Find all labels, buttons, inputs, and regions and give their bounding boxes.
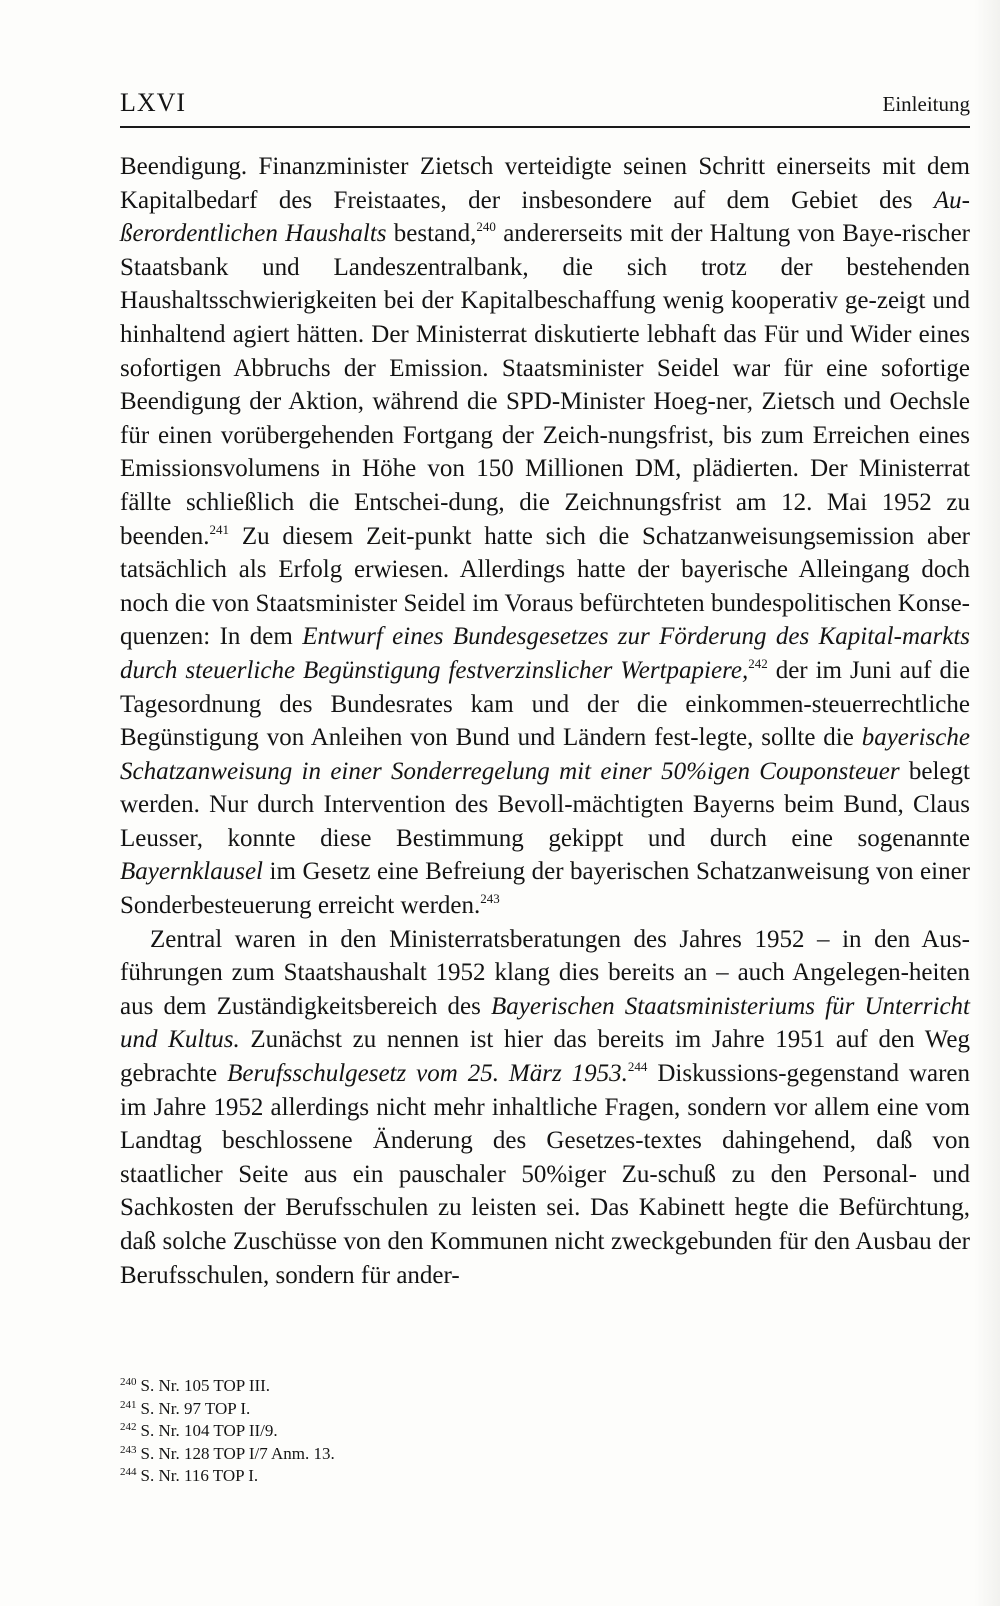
footnote-ref-243[interactable]: 243 <box>480 891 500 907</box>
text-run: bestand, <box>386 220 477 248</box>
page-number: LXVI <box>120 88 187 117</box>
footnotes <box>120 1375 970 1488</box>
footnote-number: 240 <box>120 1376 137 1388</box>
footnote-ref-244[interactable]: 244 <box>627 1059 648 1075</box>
footnote-number: 242 <box>120 1421 137 1433</box>
body-text <box>120 150 970 1292</box>
text-run: andererseits mit der Haltung von Baye-rischer Staatsbank und Landeszentralbank, die sich trotz der bestehenden Haushaltsschwierigkeiten bei der Kapitalbeschaffung wenig kooperativ ge-zeigt und hinhaltend agiert hätten. Der Ministerrat diskutierte lebhaft das Für und Wider eines sofortigen Abbruchs der Emission. Staatsminister Seidel war für eine sofortige Beendigung der Aktion, während die SPD-Minister Hoeg-ner, Zietsch und Oechsle für einen vorübergehenden Fortgang der Zeich-nungsfrist, bis zum Erreichen eines Emissionsvolumens in Höhe von 150 Millionen DM, plädierten. Der Ministerrat fällte schließlich die Entschei-dung, die Zeichnungsfrist am 12. Mai 1952 zu beenden. <box>120 220 970 550</box>
footnote-ref-241[interactable]: 241 <box>209 521 230 537</box>
italic-phrase: bayerische Schatzanweisung in einer Sonderregelung mit einer 50%igen Couponsteuer <box>120 724 970 785</box>
footnote-text: S. Nr. 104 TOP II/9. <box>140 1421 278 1440</box>
italic-title: Bayerischen Staatsministeriums für Unterricht und Kultus. <box>120 992 970 1054</box>
paragraph-1 <box>120 150 970 923</box>
text-run: Beendigung. Finanzminister Zietsch verteidigte seinen Schritt einerseits mit dem Kapitalbedarf des Freistaates, der insbesondere auf dem Gebiet des <box>120 153 970 214</box>
italic-title: Entwurf eines Bundesgesetzes zur Förderung des Kapital-markts durch steuerliche Begünstigung festverzinslicher Wertpapiere, <box>120 623 970 684</box>
footnote-number: 241 <box>120 1398 137 1411</box>
text-run: Diskussions-gegenstand waren im Jahre 1952 allerdings nicht mehr inhaltliche Fragen, sondern vor allem eine vom Landtag beschlossene Änderung des Gesetzes-textes dahingehend, daß von staatlicher Seite aus ein pauschaler 50%iger Zu-schuß zu den Personal- und Sachkosten der Berufsschulen zu leisten sei. Das Kabinett hegte die Befürchtung, daß solche Zuschüsse von den Kommunen nicht zweckgebunden für den Ausbau der Berufsschulen, sondern für ander- <box>120 1060 970 1289</box>
footnote-text: S. Nr. 128 TOP I/7 Anm. 13. <box>140 1443 335 1463</box>
italic-title: Au-ßerordentlichen Haushalts <box>120 186 970 248</box>
text-run: der im Juni auf die Tagesordnung des Bundesrates kam und der die einkommen-steuerrechtliche Begünstigung von Anleihen von Bund und Ländern fest-legte, sollte die <box>120 656 970 752</box>
running-head: Einleitung <box>882 92 970 116</box>
footnote <box>120 1420 970 1443</box>
footnote-ref-240[interactable]: 240 <box>476 219 496 235</box>
text-run: Zu diesem Zeit-punkt hatte sich die Schatzanweisungsemission aber tatsächlich als Erfolg erwiesen. Allerdings hatte der bayerische Alleingang doch noch die von Staatsminister Seidel im Voraus befürchteten bundespolitischen Konse-quenzen: In dem <box>120 522 970 651</box>
italic-term: Bayernklausel <box>120 858 264 886</box>
page-header <box>120 88 970 128</box>
text-run: im Gesetz eine Befreiung der bayerischen Schatzanweisung von einer Sonderbesteuerung erreicht werden. <box>120 858 970 920</box>
italic-title: Berufsschulgesetz vom 25. März 1953. <box>227 1060 628 1088</box>
paragraph-2 <box>120 923 970 1293</box>
text-run: Zunächst zu nennen ist hier das bereits im Jahre 1951 auf den Weg gebrachte <box>120 1026 970 1088</box>
text-run: Zentral waren in den Ministerratsberatungen des Jahres 1952 – in den Aus-führungen zum Staatshaushalt 1952 klang dies bereits an – auch Angelegen-heiten aus dem Zuständigkeitsbereich des <box>120 925 970 1020</box>
footnote-text: S. Nr. 97 TOP I. <box>140 1398 251 1418</box>
footnote-number: 243 <box>120 1443 137 1456</box>
footnote-text: S. Nr. 116 TOP I. <box>140 1466 259 1485</box>
footnote <box>120 1443 970 1466</box>
text-run: belegt werden. Nur durch Intervention des Bevoll-mächtigten Bayerns beim Bund, Claus Leusser, konnte diese Bestimmung gekippt und durch eine sogenannte <box>120 757 970 852</box>
footnote-number: 244 <box>120 1466 137 1478</box>
footnote <box>120 1375 970 1398</box>
footnote-ref-242[interactable]: 242 <box>748 655 768 671</box>
footnote-text: S. Nr. 105 TOP III. <box>140 1376 271 1395</box>
footnote <box>120 1398 970 1421</box>
footnote <box>120 1465 970 1488</box>
